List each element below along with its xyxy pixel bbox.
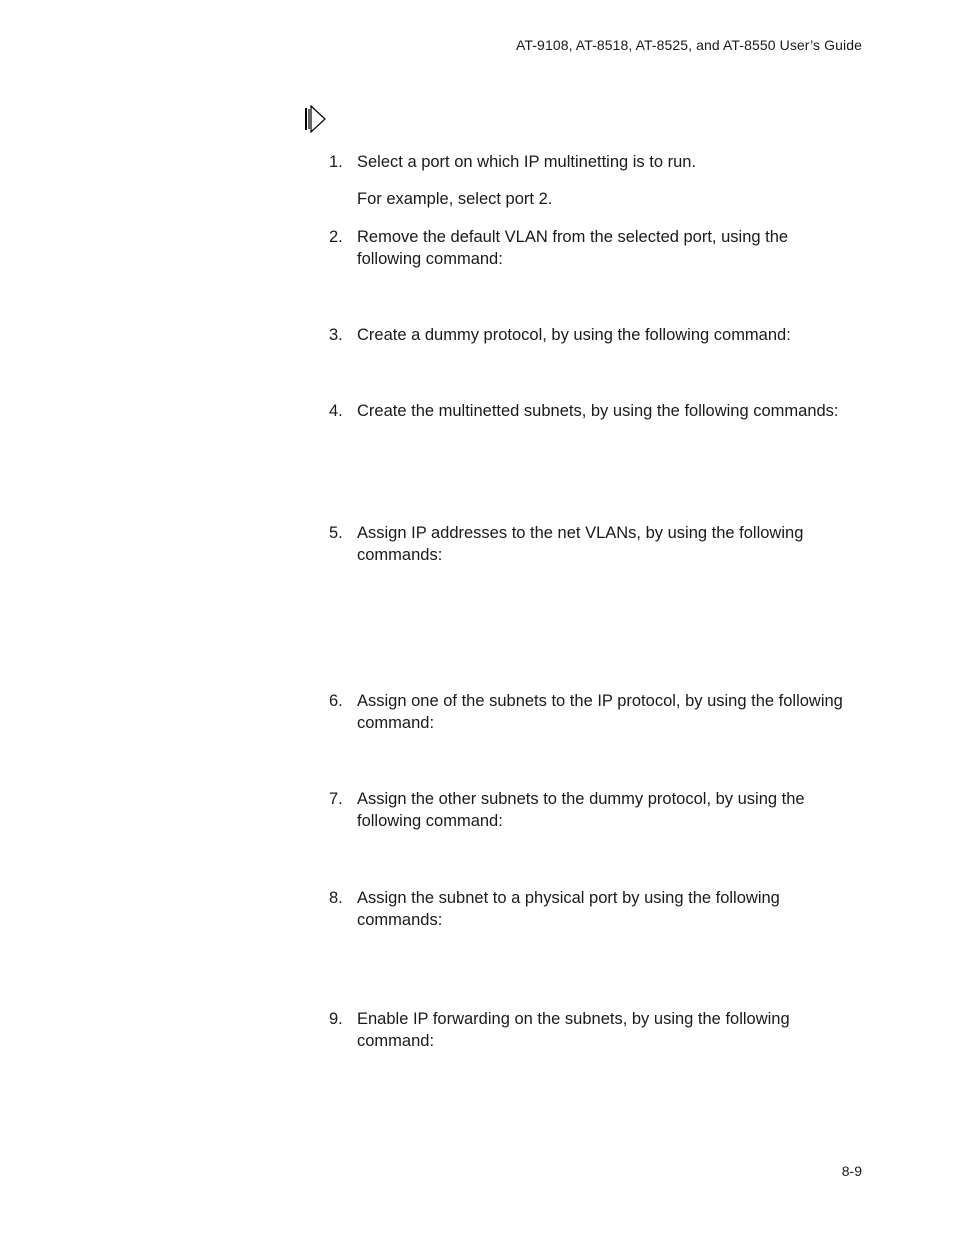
step-number: 6. [329, 692, 343, 710]
step-5 [329, 522, 849, 566]
step-9 [329, 1008, 849, 1052]
step-text: Assign the other subnets to the dummy protocol, by using the following command: [357, 790, 805, 830]
step-2 [329, 226, 849, 270]
step-7 [329, 788, 849, 832]
step-4 [329, 400, 849, 422]
step-text: Assign IP addresses to the net VLANs, by using the following commands: [357, 524, 804, 564]
step-text: Remove the default VLAN from the selected port, using the following command: [357, 228, 789, 268]
running-header: AT-9108, AT-8518, AT-8525, and AT-8550 User’s Guide [516, 37, 862, 53]
step-number: 3. [329, 326, 343, 344]
step-text: Create a dummy protocol, by using the following command: [357, 326, 791, 344]
step-3 [329, 324, 849, 346]
step-number: 4. [329, 402, 343, 420]
step-number: 9. [329, 1010, 343, 1028]
step-number: 7. [329, 790, 343, 808]
step-text: Create the multinetted subnets, by using the following commands: [357, 402, 839, 420]
page-number: 8-9 [841, 1163, 862, 1179]
step-6 [329, 690, 849, 734]
step-number: 2. [329, 228, 343, 246]
step-text: Assign one of the subnets to the IP protocol, by using the following command: [357, 692, 843, 732]
step-number: 5. [329, 524, 343, 542]
step-1-note: For example, select port 2. [357, 190, 553, 208]
step-text: Select a port on which IP multinetting is to run. [357, 153, 697, 171]
step-number: 8. [329, 889, 343, 907]
step-text: Enable IP forwarding on the subnets, by using the following command: [357, 1010, 790, 1050]
step-number: 1. [329, 153, 343, 171]
step-text: Assign the subnet to a physical port by using the following commands: [357, 889, 780, 929]
step-1 [329, 151, 849, 173]
step-8 [329, 887, 849, 931]
step-arrow-icon [305, 105, 327, 133]
